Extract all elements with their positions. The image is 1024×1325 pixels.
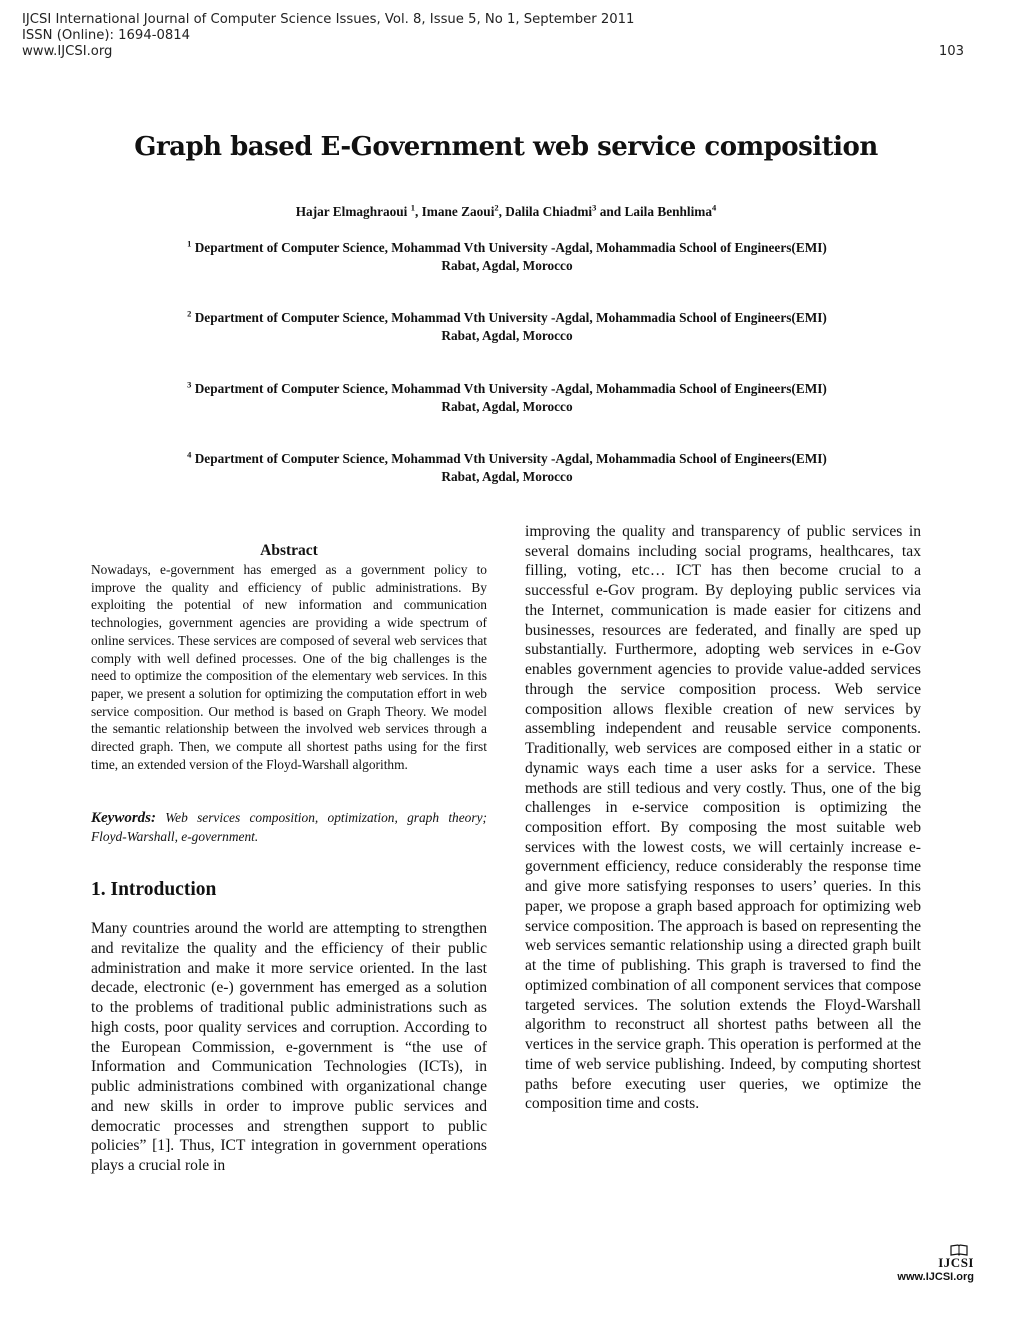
affiliation-num: 3 [187, 379, 192, 390]
author-sep: , [498, 204, 506, 219]
journal-line: IJCSI International Journal of Computer Science Issues, Vol. 8, Issue 5, No 1, September 2011 [22, 12, 635, 27]
book-icon [884, 1243, 974, 1255]
intro-left-column: Many countries around the world are attempting to strengthen and revitalize the quality and the efficiency of their public administration and make it more service oriented. In the last decade, electronic (e-) government has emerged as a solution to the problems of traditional public administrations such as high costs, poor quality services and corruption. According to the European Commission, e-government is “the use of Information and Communication Technologies (ICTs), in public administrations combined with organizational change and new skills in order to improve public services and democratic processes and strengthen support to public policies” [1]. Thus, ICT integration in government operations plays a crucial role in [91, 920, 487, 1174]
affiliation-4 [0, 450, 1014, 486]
website-line: www.IJCSI.org [22, 44, 113, 59]
affiliation-dept: Department of Computer Science, Mohammad Vth University -Agdal, Mohammadia School of Engineers(EMI) [194, 381, 827, 396]
affiliation-dept: Department of Computer Science, Mohammad Vth University -Agdal, Mohammadia School of Engineers(EMI) [194, 310, 827, 325]
affiliation-num: 4 [187, 449, 192, 460]
page-number: 103 [938, 44, 964, 59]
affiliation-city: Rabat, Agdal, Morocco [441, 258, 573, 273]
author-sup: 3 [592, 202, 597, 213]
issn-line: ISSN (Online): 1694-0814 [22, 28, 191, 43]
logo-name: IJCSI [938, 1255, 974, 1270]
paper-title: Graph based E-Government web service composition [134, 132, 878, 162]
author-name: Imane Zaoui [421, 204, 495, 219]
affiliation-city: Rabat, Agdal, Morocco [441, 328, 573, 343]
section-heading: 1. Introduction [91, 879, 217, 900]
author-name: Dalila Chiadmi [505, 204, 593, 219]
logo-url: www.IJCSI.org [897, 1271, 974, 1283]
affiliation-2 [0, 309, 1014, 345]
affiliation-city: Rabat, Agdal, Morocco [441, 469, 573, 484]
affiliation-dept: Department of Computer Science, Mohammad Vth University -Agdal, Mohammadia School of Engineers(EMI) [194, 451, 827, 466]
journal-logo [884, 1243, 974, 1283]
author-sep: and [596, 204, 625, 219]
author-name: Hajar Elmaghraoui [295, 204, 411, 219]
author-sup: 4 [712, 202, 717, 213]
affiliation-3 [0, 380, 1014, 416]
keywords-text: Web services composition, optimization, graph theory; Floyd-Warshall, e-government. [91, 810, 487, 844]
affiliation-city: Rabat, Agdal, Morocco [441, 399, 573, 414]
keywords-label: Keywords: [91, 810, 156, 826]
author-sep: , [414, 204, 422, 219]
author-sup: 1 [410, 202, 415, 213]
abstract-body: Nowadays, e-government has emerged as a government policy to improve the quality and efficiency of public administrations. By exploiting the potential of new information and communication technologies, government agencies are providing a wide spectrum of online services. These services are composed of several web services that comply with well defined processes. One of the big challenges is the need to optimize the composition of the elementary web services. In this paper, we present a solution for optimizing the computation effort in web service composition. Our method is based on Graph Theory. We model the semantic relationship between the involved web services through a directed graph. Then, we compute all shortest paths using for the first time, an extended version of the Floyd-Warshall algorithm. [91, 562, 487, 772]
running-header [22, 12, 634, 60]
affiliation-dept: Department of Computer Science, Mohammad Vth University -Agdal, Mohammadia School of Engineers(EMI) [194, 240, 827, 255]
affiliation-1 [0, 239, 1014, 275]
abstract-heading: Abstract [260, 542, 318, 559]
author-list [0, 204, 1012, 220]
author-sup: 2 [494, 202, 499, 213]
author-name: Laila Benhlima [624, 204, 713, 219]
intro-right-column: improving the quality and transparency of public services in several domains including social programs, healthcares, tax filling, voting, etc… ICT has then become crucial to a successful e-Gov program. By deploying public services via the Internet, communication is made easier for citizens and businesses, resources are federated, and finally are sped up substantially. Furthermore, adopting web services in e-Gov enables government agencies to provide value-added services through the service composition process. Web service composition allows flexible creation of new services by assembling independent and reusable service components. Traditionally, web services are composed either in a static or dynamic ways each time a user asks for a service. These methods are still tedious and very costly. Thus, one of the big challenges in e-service composition is optimizing the composition effort. By composing the most suitable web services with the lowest costs, we will certainly increase e-government efficiency, reduce considerably the response time and give more satisfying responses to users’ queries. In this paper, we propose a graph based approach for optimizing web service composition. The approach is based on representing the web services semantic relationship using a directed graph built at the time of publishing. This graph is traversed to find the optimized combination of all component services that compose targeted services. The solution extends the Floyd-Warshall algorithm to reconstruct all shortest paths between all the vertices in the service graph. This operation is performed at the time of web service publishing. Indeed, by computing shortest paths before executing user queries, we optimize the composition time and costs. [525, 523, 921, 1113]
keywords [91, 809, 487, 845]
affiliation-num: 2 [187, 308, 192, 319]
affiliation-num: 1 [187, 238, 192, 249]
